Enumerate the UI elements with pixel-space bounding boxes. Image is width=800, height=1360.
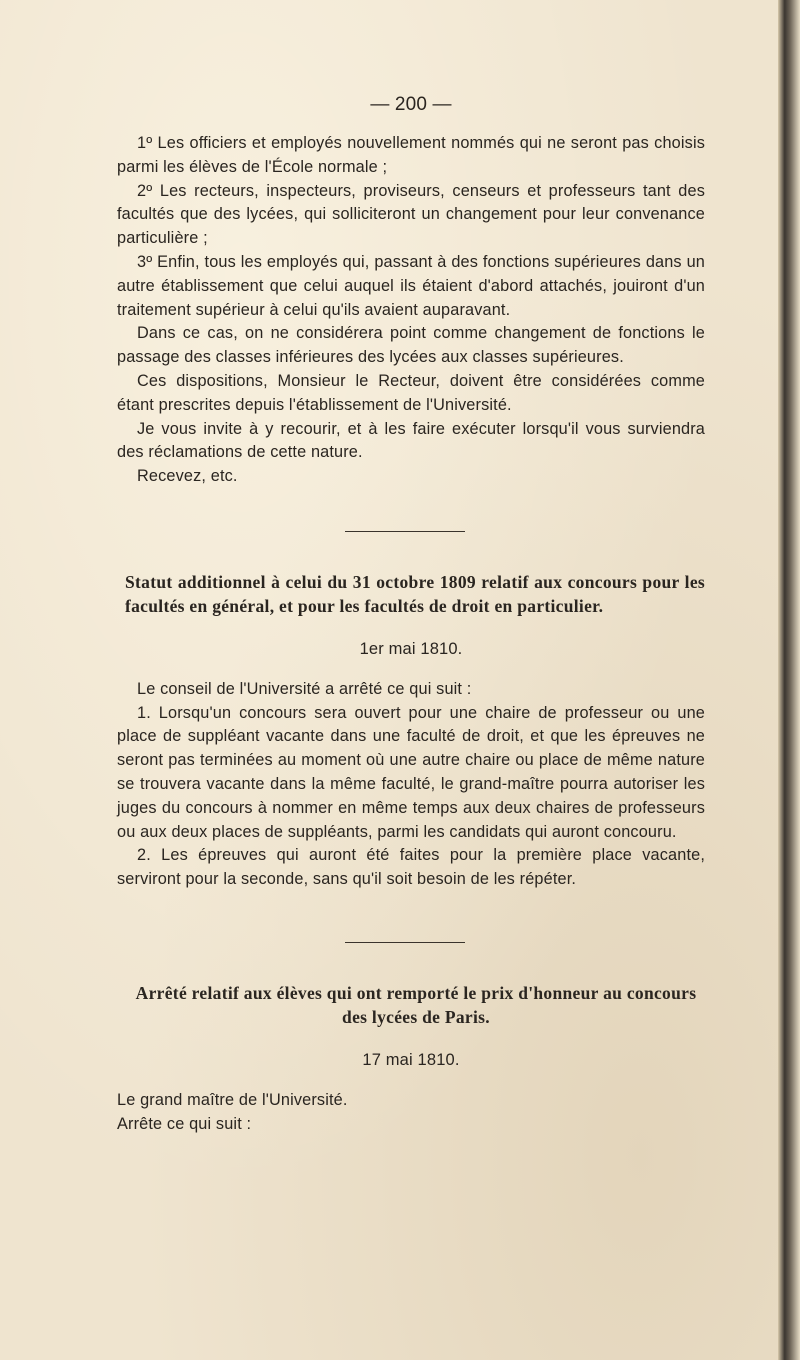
section-arrete <box>117 981 705 1136</box>
paragraph: 1. Lorsqu'un concours sera ouvert pour une chaire de professeur ou une place de suppléant vacante dans une faculté de droit, et que les épreuves ne seront pas terminées au moment où une autre chaire ou place de même nature se trouvera vacante dans la même faculté, le grand-maître pourra autoriser les juges du concours à nommer en même temps aux deux chaires de professeurs ou aux deux places de suppléants, parmi les candidats qui auront concouru. <box>117 703 705 841</box>
paragraph: Le grand maître de l'Université. <box>117 1090 348 1109</box>
page-number: — 200 — <box>370 94 452 115</box>
section-date: 17 mai 1810. <box>362 1050 460 1069</box>
paragraph: Ces dispositions, Monsieur le Recteur, doivent être considérées comme étant prescrites depuis l'établissement de l'Université. <box>117 371 705 414</box>
top-text-block <box>117 132 705 489</box>
paragraph: 3º Enfin, tous les employés qui, passant à des fonctions supérieures dans un autre établissement que celui auquel ils étaient d'abord attachés, jouiront d'un traitement supérieur à celui qu'ils avaient auparavant. <box>117 252 705 319</box>
paragraph: Dans ce cas, on ne considérera point comme changement de fonctions le passage des classes inférieures des lycées aux classes supérieures. <box>117 324 705 367</box>
paragraph: 2. Les épreuves qui auront été faites pour la première place vacante, serviront pour la seconde, sans qu'il soit besoin de les répéter. <box>117 846 705 889</box>
section-date: 1er mai 1810. <box>359 639 463 658</box>
paragraph: Arrête ce qui suit : <box>117 1114 252 1133</box>
document-page <box>117 93 705 1136</box>
section-statut <box>117 570 705 892</box>
section-heading: Statut additionnel à celui du 31 octobre 1809 relatif aux concours pour les facultés en général, et pour les facultés de droit en particulier. <box>125 571 705 616</box>
page-edge-shadow <box>778 0 800 1360</box>
paragraph: 2º Les recteurs, inspecteurs, proviseurs, censeurs et professeurs tant des facultés que des lycées, qui solliciteront un changement pour leur convenance particulière ; <box>117 181 705 248</box>
paragraph: 1º Les officiers et employés nouvellement nommés qui ne seront pas choisis parmi les élèves de l'École normale ; <box>117 134 705 176</box>
paragraph: Recevez, etc. <box>137 467 238 486</box>
section-divider <box>345 942 465 943</box>
paragraph: Le conseil de l'Université a arrêté ce qui suit : <box>137 679 472 698</box>
paragraph: Je vous invite à y recourir, et à les faire exécuter lorsqu'il vous surviendra des réclamations de cette nature. <box>117 419 705 462</box>
section-divider <box>345 531 465 532</box>
section-heading: Arrêté relatif aux élèves qui ont remporté le prix d'honneur au concours des lycées de Paris. <box>135 982 697 1027</box>
